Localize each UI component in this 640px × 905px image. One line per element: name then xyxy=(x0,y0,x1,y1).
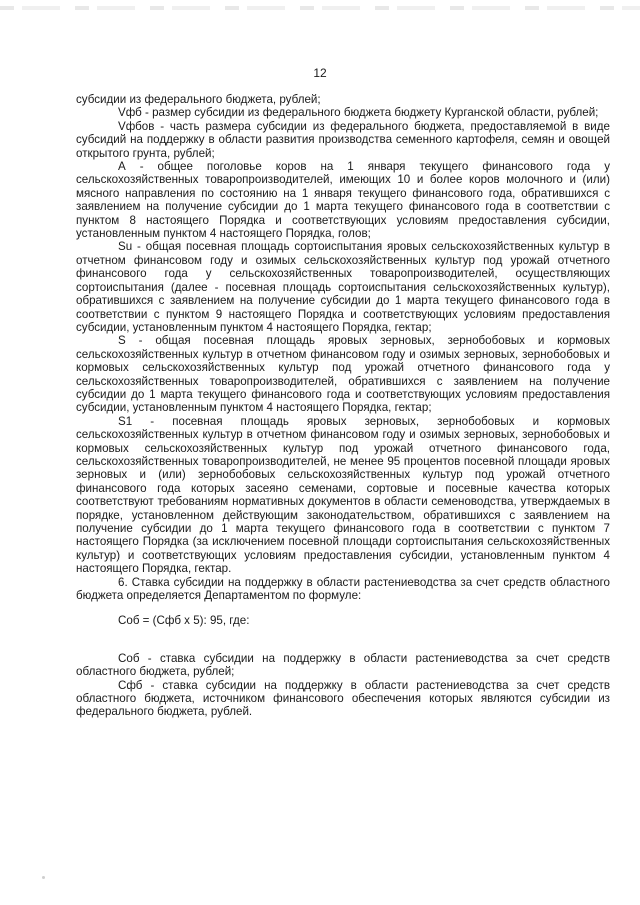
scan-artifact xyxy=(42,876,45,879)
paragraph: S1 - посевная площадь яровых зерновых, зернобобовых и кормовых сельскохозяйственных культур в отчетном финансовом году и озимых зерновых, зернобобовых и кормовых сельскохозяйственных культур под урожай отчетного финансового года, сельскохозяйственных товаропроизводителей, не менее 95 процентов посевной площади яровых зерновых и (или) зернобобовых сельскохозяйственных культур под урожай отчетного финансового года которых засеяно семенами, сортовые и посевные качества которых соответствуют требованиям нормативных документов в области семеноводства, утверждаемых в порядке, установленном действующим законодательством, обратившихся с заявлением на получение субсидии до 1 марта текущего финансового года в соответствии с пунктом 7 настоящего Порядка (за исключением посевной площади сортоиспытания сельскохозяйственных культур) и соответствующих условиям предоставления субсидии, установленным пунктом 4 настоящего Порядка, гектар. xyxy=(76,414,610,576)
scan-artifact xyxy=(0,6,640,10)
document-body xyxy=(76,93,610,719)
definition: Соб - ставка субсидии на поддержку в области растениеводства за счет средств областного бюджета, рублей; xyxy=(76,651,610,679)
paragraph: Vфб - размер субсидии из федерального бюджета бюджету Курганской области, рублей; xyxy=(118,106,599,120)
formula: Соб = (Сфб х 5): 95, где: xyxy=(118,614,250,628)
paragraph: субсидии из федерального бюджета, рублей; xyxy=(76,93,321,106)
paragraph: Su - общая посевная площадь сортоиспытания яровых сельскохозяйственных культур в отчетном финансовом году и озимых сельскохозяйственных культур под урожай отчетного финансового года у сельскохозяйственных товаропроизводителей, осуществляющих сортоиспытания (далее - посевная площадь сортоиспытания сельскохозяйственных культур), обратившихся с заявлением на получение субсидии до 1 марта текущего финансового года в соответствии с пунктом 9 настоящего Порядка и соответствующих условиям предоставления субсидии, установленным пунктом 4 настоящего Порядка, гектар; xyxy=(76,240,610,334)
paragraph: 6. Ставка субсидии на поддержку в области растениеводства за счет средств областного бюджета определяется Департаментом по формуле: xyxy=(76,575,610,603)
definition: Сфб - ставка субсидии на поддержку в области растениеводства за счет средств областного бюджета, источником финансового обеспечения которых являются субсидии из федерального бюджета, рублей. xyxy=(76,678,610,719)
page-number: 12 xyxy=(313,66,327,80)
paragraph: Vфбов - часть размера субсидии из федерального бюджета, предоставляемой в виде субсидий на поддержку в области развития производства семенного картофеля, семян и овощей открытого грунта, рублей; xyxy=(76,119,610,160)
paragraph: S - общая посевная площадь яровых зерновых, зернобобовых и кормовых сельскохозяйственных культур в отчетном финансовом году и озимых зерновых, зернобобовых и кормовых сельскохозяйственных культур под урожай отчетного финансового года у сельскохозяйственных товаропроизводителей, обратившихся с заявлением на получение субсидии до 1 марта текущего финансового года и соответствующих условиям предоставления субсидии, установленным пунктом 4 настоящего Порядка, гектар; xyxy=(76,334,610,415)
paragraph: А - общее поголовье коров на 1 января текущего финансового года у сельскохозяйственных товаропроизводителей, имеющих 10 и более коров молочного и (или) мясного направления по состоянию на 1 января текущего финансового года, обратившихся с заявлением на получение субсидии до 1 марта текущего финансового года в соответствии с пунктом 8 настоящего Порядка и соответствующих условиям предоставления субсидии, установленным пунктом 4 настоящего Порядка, голов; xyxy=(76,160,610,241)
